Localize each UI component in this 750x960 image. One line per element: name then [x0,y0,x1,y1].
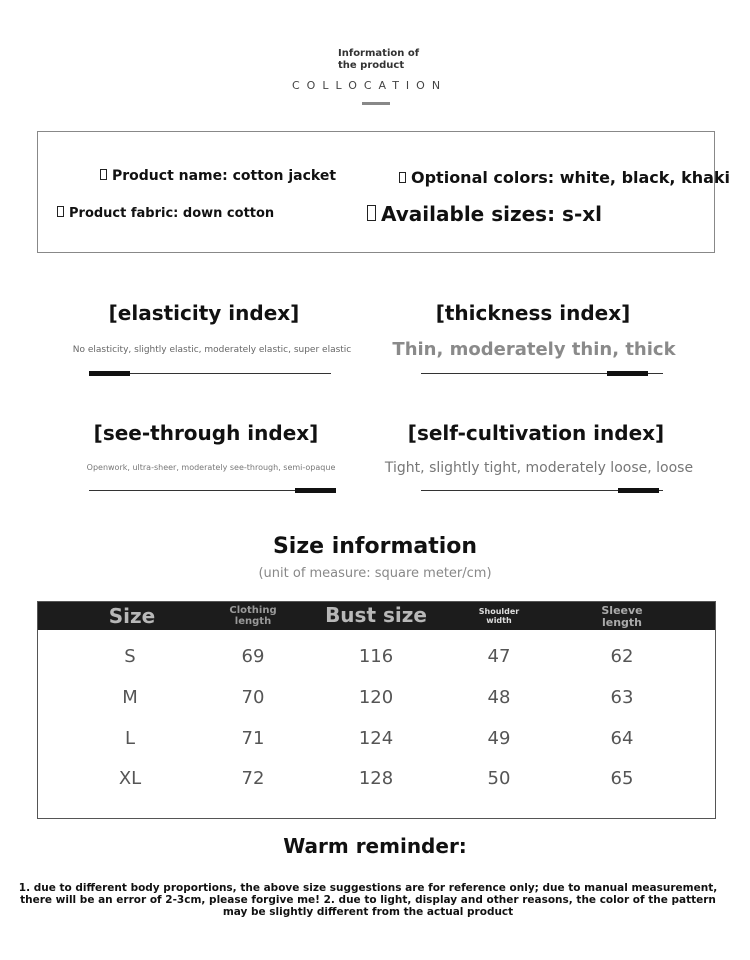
checkbox-icon [367,205,376,221]
product-info-box [37,131,715,253]
header-sleeve-length [586,605,658,629]
table-cell: XL [118,768,142,789]
table-cell: S [124,646,136,667]
table-cell: 71 [241,728,265,749]
see-through-index-title: [see-through index] [93,421,319,445]
table-cell: 62 [610,646,634,667]
see-through-scale-marker [295,488,336,493]
table-cell: 47 [487,646,511,667]
table-cell: 64 [610,728,634,749]
table-cell: L [124,728,136,749]
table-cell: 124 [358,728,394,749]
header-sleeve-line2: length [601,616,643,629]
elasticity-index-scale: No elasticity, slightly elastic, moderately elastic, super elastic [72,345,352,355]
header-clothing-line1: Clothing [229,605,277,616]
header-shoulder-line1: Shoulder [478,607,520,616]
table-cell: M [122,687,138,708]
header-info-line1: Information of [338,48,420,59]
product-fabric-text: Product fabric: down cotton [69,206,275,221]
checkbox-icon [399,172,406,183]
header-bust-size: Bust size [325,603,427,627]
self-cultivation-index-scale: Tight, slightly tight, moderately loose, loose [384,460,694,476]
table-cell: 50 [487,768,511,789]
product-sizes [367,202,602,226]
header-clothing-line2: length [234,616,272,627]
table-cell: 49 [487,728,511,749]
header-collocation: COLLOCATION [292,79,448,92]
size-info-unit: (unit of measure: square meter/cm) [258,566,492,581]
header-clothing-length [213,605,293,627]
header-size: Size [108,604,156,628]
elasticity-index-title: [elasticity index] [108,301,300,325]
table-cell: 63 [610,687,634,708]
table-cell: 65 [610,768,634,789]
product-colors-text: Optional colors: white, black, khaki [411,168,731,187]
product-name [100,168,336,184]
checkbox-icon [57,206,64,217]
self-cultivation-scale-marker [618,488,659,493]
thickness-index-scale: Thin, moderately thin, thick [392,339,676,360]
thickness-index-title: [thickness index] [435,301,631,325]
table-cell: 116 [358,646,394,667]
see-through-index-scale: Openwork, ultra-sheer, moderately see-through, semi-opaque [86,463,336,472]
product-name-text: Product name: cotton jacket [112,168,337,184]
table-cell: 69 [241,646,265,667]
product-colors [399,168,730,187]
elasticity-scale-marker [89,371,130,376]
warm-reminder-title: Warm reminder: [283,834,467,858]
warm-reminder-text: 1. due to different body proportions, the above size suggestions are for reference only; due to manual measurement, there will be an error of 2-3cm, please forgive me! 2. due to light, display and other reasons, the color of the pattern may be slightly different from the actual product [18,882,718,918]
header-divider [362,102,390,105]
thickness-scale-marker [607,371,648,376]
header-info [338,48,419,72]
size-info-title: Size information [272,534,478,559]
self-cultivation-index-title: [self-cultivation index] [407,421,665,445]
table-cell: 70 [241,687,265,708]
header-shoulder-width [464,607,534,625]
product-sizes-text: Available sizes: s-xl [381,202,602,226]
table-cell: 128 [358,768,394,789]
checkbox-icon [100,169,107,180]
table-cell: 120 [358,687,394,708]
product-fabric [57,206,274,221]
header-shoulder-line2: width [486,616,512,625]
table-cell: 48 [487,687,511,708]
header-info-line2: the product [338,60,405,71]
table-cell: 72 [241,768,265,789]
header-sleeve-line1: Sleeve [601,604,643,617]
